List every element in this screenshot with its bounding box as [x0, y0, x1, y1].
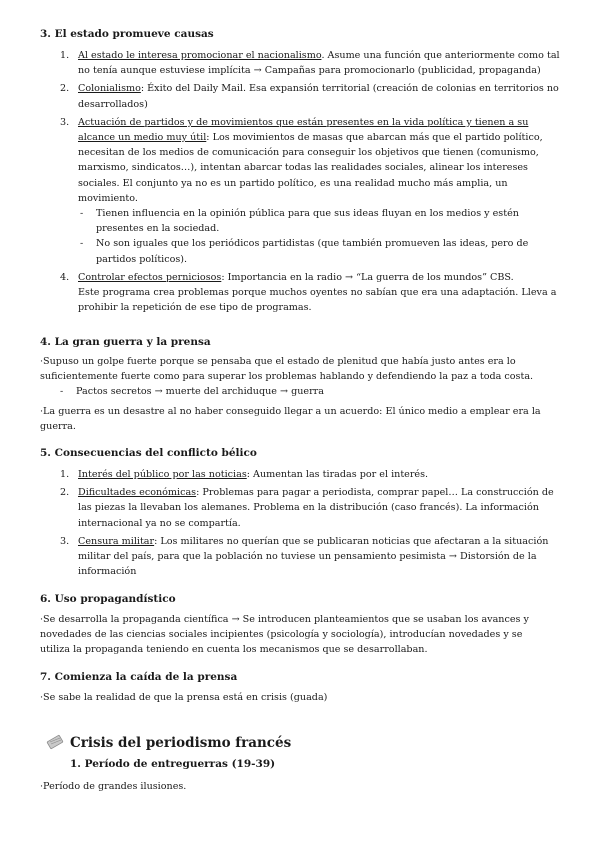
item-title: Actuación de partidos y de movimientos que están presentes en la vida política y tienen a su alcance un medio muy útil [78, 116, 529, 144]
section-5-heading: 5. Consecuencias del conflicto bélico [40, 447, 257, 459]
list-item [60, 485, 560, 531]
list-item-continuation [60, 285, 560, 315]
crisis-body [40, 779, 555, 794]
paragraph: ·Período de grandes ilusiones. [40, 781, 187, 792]
item-title: Dificultades económicas [78, 487, 197, 499]
item-text: : Los movimientos de masas que abarcan más que el partido político, necesitan de los medios de comunicación para conseguir los objetivos que tienen (comunismo, marxismo, sindicatos…), intentan abarcar todas las realidades sociales, alinear los intereses sociales. El conjunto ya no es un partido político, es una realidad mucho más amplia, un movimiento. [78, 132, 543, 204]
section-3-list [60, 48, 560, 315]
section-7-heading: 7. Comienza la caída de la prensa [40, 671, 238, 683]
list-item [60, 48, 560, 78]
item-title: Interés del público por las noticias [78, 469, 247, 480]
item-text: : Éxito del Daily Mail. Esa expansión territorial (creación de colonias en territorios no desarrollados) [78, 83, 559, 110]
item-text: Este programa crea problemas porque muchos oyentes no sabían que era una adaptación. Lleva a prohibir la repetición de ese tipo de programas. [78, 287, 557, 314]
bullet-text: No son iguales que los periódicos partidistas (que también promueven las ideas, pero de partidos políticos). [96, 238, 529, 265]
list-item [60, 270, 560, 285]
paragraph: ·Se sabe la realidad de que la prensa está en crisis (guada) [40, 692, 328, 703]
item-text: . Asume una función que anteriormente como tal no tenía aunque estuviese implícita → Campañas para promocionarlo (publicidad, propaganda) [78, 50, 560, 77]
list-item [60, 467, 560, 482]
bullet-item [40, 384, 555, 399]
dash-marker: - [60, 386, 64, 398]
item-title: Al estado le interesa promocionar el nacionalismo [78, 50, 322, 61]
section-6-heading: 6. Uso propagandístico [40, 593, 176, 605]
crisis-title: Crisis del periodismo francés [70, 735, 292, 751]
paragraph: ·Se desarrolla la propaganda científica → Se introducen planteamientos que se usaban los avances y novedades de las ciencias sociales incipientes (psicología y sociología), introducían novedades y se utiliza la propaganda teniendo en cuenta los mecanismos que se desarrollaban. [40, 614, 529, 656]
item-title: Censura militar [78, 535, 155, 547]
item-number: 4. [60, 271, 70, 283]
list-item [60, 81, 560, 111]
section-4-body [40, 354, 555, 434]
bullet-text: Tienen influencia en la opinión pública para que sus ideas fluyan en los medios y estén presentes en la sociedad. [96, 208, 519, 235]
paragraph: ·La guerra es un desastre al no haber conseguido llegar a un acuerdo: El único medio a emplear era la guerra. [40, 405, 541, 432]
bullet-item [60, 206, 560, 236]
item-number: 3. [60, 535, 70, 547]
paragraph: ·Supuso un golpe fuerte porque se pensaba que el estado de plenitud que había justo antes era lo suficientemente fuerte como para superar los problemas hablando y defendiendo la paz a toda costa. [40, 356, 534, 383]
dash-marker: - [80, 238, 84, 250]
item-number: 2. [60, 83, 70, 95]
item-text: : Aumentan las tiradas por el interés. [246, 469, 429, 480]
list-item [60, 115, 560, 206]
dash-marker: - [80, 208, 84, 220]
item-title: Controlar efectos perniciosos [78, 271, 222, 283]
item-number: 2. [60, 487, 70, 499]
section-3-heading: 3. El estado promueve causas [40, 28, 214, 40]
bullet-text: Pactos secretos → muerte del archiduque → guerra [76, 386, 324, 398]
section-7-body [40, 690, 555, 705]
item-text: : Problemas para pagar a periodista, comprar papel… La construcción de las piezas la llevaban los alemanes. Problema en la distribución (caso francés). La información internacional ya no se compartía. [78, 487, 554, 529]
item-title: Colonialismo [78, 83, 141, 95]
crisis-subheading: 1. Período de entreguerras (19-39) [70, 758, 276, 770]
list-item [60, 534, 560, 580]
item-number: 1. [60, 50, 70, 61]
section-6-body [40, 612, 555, 658]
section-4-heading: 4. La gran guerra y la prensa [40, 336, 211, 348]
item-number: 3. [60, 116, 70, 128]
item-number: 1. [60, 469, 70, 480]
bullet-item [60, 236, 560, 266]
section-5-list [60, 467, 560, 579]
item-text: : Los militares no querían que se publicaran noticias que afectaran a la situación militar del país, para que la población no tuviese un pensamiento pesimista → Distorsión de la información [78, 535, 549, 578]
scroll-icon [45, 732, 65, 752]
item-text: : Importancia en la radio → “La guerra de los mundos” CBS. [221, 271, 514, 283]
